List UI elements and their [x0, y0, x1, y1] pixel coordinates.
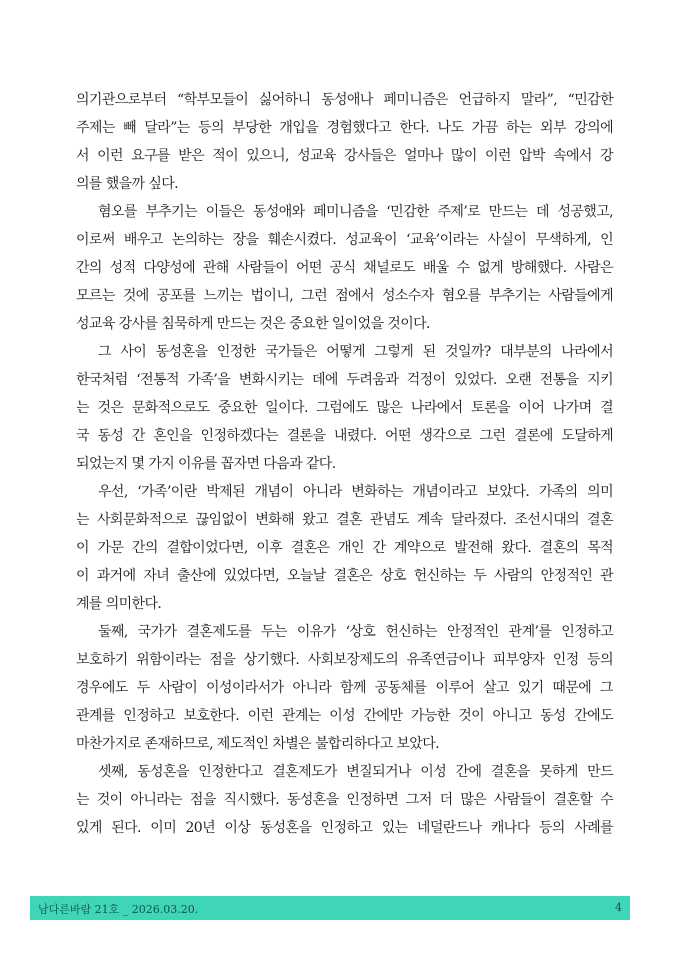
text-line: 이로써 배우고 논의하는 장을 훼손시켰다. 성교육이 ‘교육’이라는 사실이 무색하게, 인	[76, 232, 613, 248]
page-footer	[30, 896, 630, 920]
page-number: 4	[615, 901, 622, 914]
text-line: 서 이런 요구를 받은 적이 있으니, 성교육 강사들은 얼마나 많이 이런 압박 속에서 강	[76, 148, 613, 164]
text-line: 그 사이 동성혼을 인정한 국가들은 어떻게 그렇게 된 것일까? 대부분의 나라에서	[98, 344, 613, 360]
text-line: 우선, ‘가족’이란 박제된 개념이 아니라 변화하는 개념이라고 보았다. 가족의 의미	[98, 484, 613, 500]
text-line: 계를 의미한다.	[76, 596, 162, 612]
text-line: 는 것이 아니라는 점을 직시했다. 동성혼을 인정하면 그저 더 많은 사람들이 결혼할 수	[76, 792, 613, 808]
text-line: 혐오를 부추기는 이들은 동성애와 페미니즘을 ‘민감한 주제’로 만드는 데 성공했고,	[98, 204, 613, 220]
text-line: 주제는 빼 달라”는 등의 부당한 개입을 경험했다고 한다. 나도 가끔 하는 외부 강의에	[76, 120, 613, 136]
text-line: 보호하기 위함이라는 점을 상기했다. 사회보장제도의 유족연금이나 피부양자 인정 등의	[76, 652, 613, 668]
text-line: 있게 된다. 이미 20년 이상 동성혼을 인정하고 있는 네덜란드나 캐나다 등의 사례를	[76, 820, 613, 836]
paragraph-4	[76, 478, 613, 618]
article-body	[76, 86, 613, 842]
text-line: 둘째, 국가가 결혼제도를 두는 이유가 ‘상호 헌신하는 안정적인 관계’를 인정하고	[98, 624, 613, 640]
text-line: 마찬가지로 존재하므로, 제도적인 차별은 불합리하다고 보았다.	[76, 736, 439, 752]
text-line: 는 사회문화적으로 끊임없이 변화해 왔고 결혼 관념도 계속 달라졌다. 조선시대의 결혼	[76, 512, 613, 528]
text-line: 는 것은 문화적으로도 중요한 일이다. 그럼에도 많은 나라에서 토론을 이어 나가며 결	[76, 400, 613, 416]
text-line: 한국처럼 ‘전통적 가족’을 변화시키는 데에 두려움과 걱정이 있었다. 오랜 전통을 지키	[76, 372, 613, 388]
text-line: 의기관으로부터 “학부모들이 싫어하니 동성애나 페미니즘은 언급하지 말라”, “민감한	[76, 92, 613, 108]
footer-publication: 남다른바람 21호 _ 2026.03.20.	[38, 903, 199, 916]
text-line: 경우에도 두 사람이 이성이라서가 아니라 함께 공동체를 이루어 살고 있기 때문에 그	[76, 680, 613, 696]
paragraph-3	[76, 338, 613, 478]
text-line: 이 가문 간의 결합이었다면, 이후 결혼은 개인 간 계약으로 발전해 왔다. 결혼의 목적	[76, 540, 613, 556]
text-line: 모르는 것에 공포를 느끼는 법이니, 그런 점에서 성소수자 혐오를 부추기는 사람들에게	[76, 288, 613, 304]
paragraph-5	[76, 618, 613, 758]
text-line: 간의 성적 다양성에 관해 사람들이 어떤 공식 채널로도 배울 수 없게 방해했다. 사람은	[76, 260, 613, 276]
paragraph-6	[76, 758, 613, 842]
text-line: 되었는지 몇 가지 이유를 꼽자면 다음과 같다.	[76, 456, 336, 472]
text-line: 의를 했을까 싶다.	[76, 176, 179, 192]
paragraph-2	[76, 198, 613, 338]
text-line: 관계를 인정하고 보호한다. 이런 관계는 이성 간에만 가능한 것이 아니고 동성 간에도	[76, 708, 613, 724]
text-line: 셋째, 동성혼을 인정한다고 결혼제도가 변질되거나 이성 간에 결혼을 못하게 만드	[98, 764, 613, 780]
text-line: 성교육 강사를 침묵하게 만드는 것은 중요한 일이었을 것이다.	[76, 316, 430, 332]
text-line: 이 과거에 자녀 출산에 있었다면, 오늘날 결혼은 상호 헌신하는 두 사람의 안정적인 관	[76, 568, 613, 584]
text-line: 국 동성 간 혼인을 인정하겠다는 결론을 내렸다. 어떤 생각으로 그런 결론에 도달하게	[76, 428, 613, 444]
paragraph-1	[76, 86, 613, 198]
